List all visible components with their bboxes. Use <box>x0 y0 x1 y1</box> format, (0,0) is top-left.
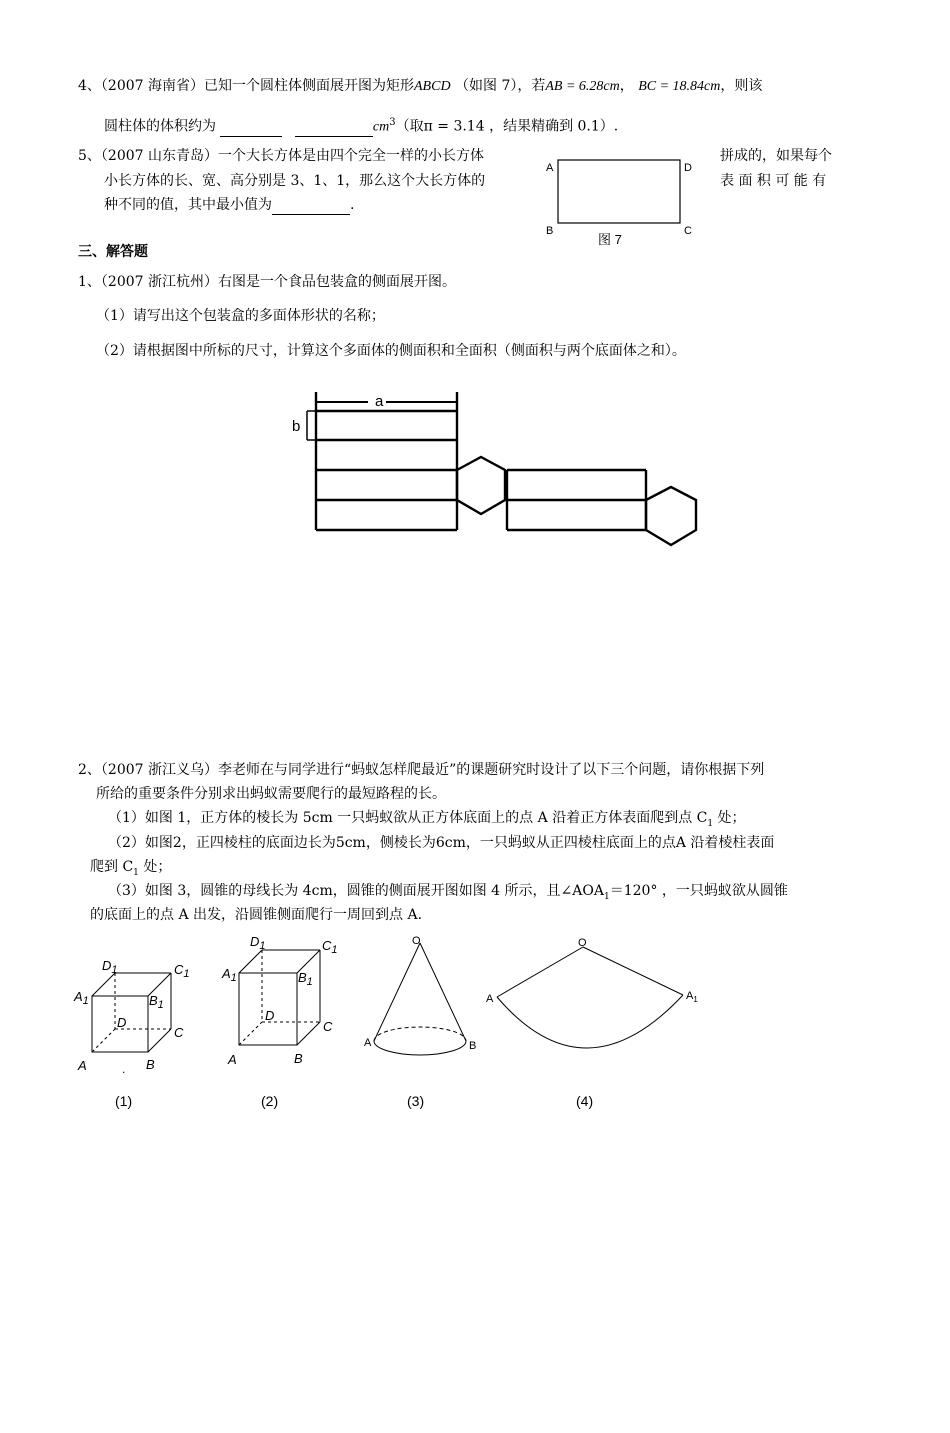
svg-text:B: B <box>146 1057 155 1072</box>
svg-text:A: A <box>228 1052 237 1067</box>
caption-4: (4) <box>576 1093 594 1109</box>
svg-text:A: A <box>486 993 494 1005</box>
q5-line2-left: 小长方体的长、宽、高分别是 3、1、1，那么这个大长方体的 <box>104 173 486 189</box>
q5-line3: 种不同的值，其中最小值为 . <box>104 197 355 213</box>
q5-line1-right: 拼成的，如果每个 <box>720 148 832 164</box>
q4-abcd: ABCD <box>414 79 451 94</box>
fig7-label-a: A <box>546 162 554 174</box>
svg-text:A: A <box>364 1037 372 1049</box>
svg-text:D: D <box>117 1015 127 1030</box>
s1-sub1: （1）请写出这个包装盒的多面体形状的名称； <box>96 308 385 324</box>
figure-7-rectangle <box>546 160 692 247</box>
q4-line2: 圆柱体的体积约为 $cm^3$（取π = 3.14 ，结果精确到 0.1）. <box>104 117 619 135</box>
svg-text:C1: $C_1$ <box>174 962 190 980</box>
svg-text:A1: $A_1$ <box>222 966 237 984</box>
s2-line1: 2、（2007 浙江义乌）李老师在与同学进行“蚂蚁怎样爬最近”的课题研究时设计了以下三个问题，请你根据下列 <box>78 762 765 778</box>
fig7-label-d: D <box>684 162 692 174</box>
s2-line2: 所给的重要条件分别求出蚂蚁需要爬行的最短路程的长。 <box>96 786 446 802</box>
svg-text:B: B <box>469 1040 477 1052</box>
q5-line1-left: 5、（2007 山东青岛）一个大长方体是由四个完全一样的小长方体 <box>78 148 484 164</box>
s2-p3b: 的底面上的点 A 出发，沿圆锥侧面爬行一周回到点 A. <box>90 907 423 923</box>
caption-3: (3) <box>407 1093 425 1109</box>
fig7-label-b: B <box>546 225 554 237</box>
svg-text:A: A <box>78 1058 87 1073</box>
s1-sub2: （2）请根据图中所标的尺寸，计算这个多面体的侧面积和全面积（侧面积与两个底面体之和）。 <box>96 343 686 359</box>
s2-p3: （3）如图 3，圆锥的母线长为 4cm，圆锥的侧面展开图如图 4 所示，且$\angle AOA_1=120^\circ$ ，一只蚂蚁欲从圆锥 <box>108 883 788 902</box>
svg-text:C: C <box>174 1025 184 1040</box>
svg-text:B1: $B_1$ <box>298 970 313 988</box>
q5-line2-right: 表 面 积 可 能 有 <box>720 173 827 189</box>
svg-text:O: O <box>412 935 421 947</box>
prism-net-diagram <box>307 392 696 545</box>
svg-text:B1: $B_1$ <box>149 993 164 1011</box>
s2-p2b: 爬到 $C_1$ 处； <box>90 859 172 878</box>
s1-line1: 1、（2007 浙江杭州）右图是一个食品包装盒的侧面展开图。 <box>78 274 456 290</box>
fig7-label-c: C <box>684 225 692 237</box>
section-title: 三、解答题 <box>78 244 148 260</box>
svg-text:C1: $C_1$ <box>322 938 338 956</box>
svg-text:B: B <box>294 1051 303 1066</box>
caption-2: (2) <box>261 1093 279 1109</box>
svg-text:C: C <box>323 1019 333 1034</box>
cone-figure-3 <box>374 943 466 1055</box>
caption-1: (1) <box>115 1093 133 1109</box>
s2-p1: （1）如图 1，正方体的棱长为 5cm 一只蚂蚁欲从正方体底面上的点 A 沿着正方体表面爬到点 $C_1$ 处； <box>108 810 746 829</box>
svg-text:A1: $A_1$ <box>686 990 698 1004</box>
svg-text:D: D <box>265 1008 275 1023</box>
prism-figure-2 <box>239 950 320 1045</box>
svg-text:D1: $D_1$ <box>102 958 118 976</box>
fig7-caption: 图 7 <box>598 232 622 247</box>
q4-line1: 4、（2007 海南省）已知一个圆柱体侧面展开图为矩形ABCD （如图 7），若AB = 6.28cm， BC = 18.84cm，则该 <box>78 78 763 94</box>
stray-dot: . <box>122 1062 126 1076</box>
svg-text:D1: $D_1$ <box>250 934 266 952</box>
cube-figure-1 <box>92 973 171 1052</box>
net-label-b: b <box>292 418 301 435</box>
net-label-a: a <box>375 393 384 410</box>
sector-figure-4 <box>497 947 683 1048</box>
svg-text:O: O <box>578 937 587 949</box>
s2-p2: （2）如图2，正四棱柱的底面边长为5cm，侧棱长为6cm，一只蚂蚁从正四棱柱底面上的点A 沿着棱柱表面 <box>108 835 775 851</box>
svg-text:A1: $A_1$ <box>74 989 89 1007</box>
